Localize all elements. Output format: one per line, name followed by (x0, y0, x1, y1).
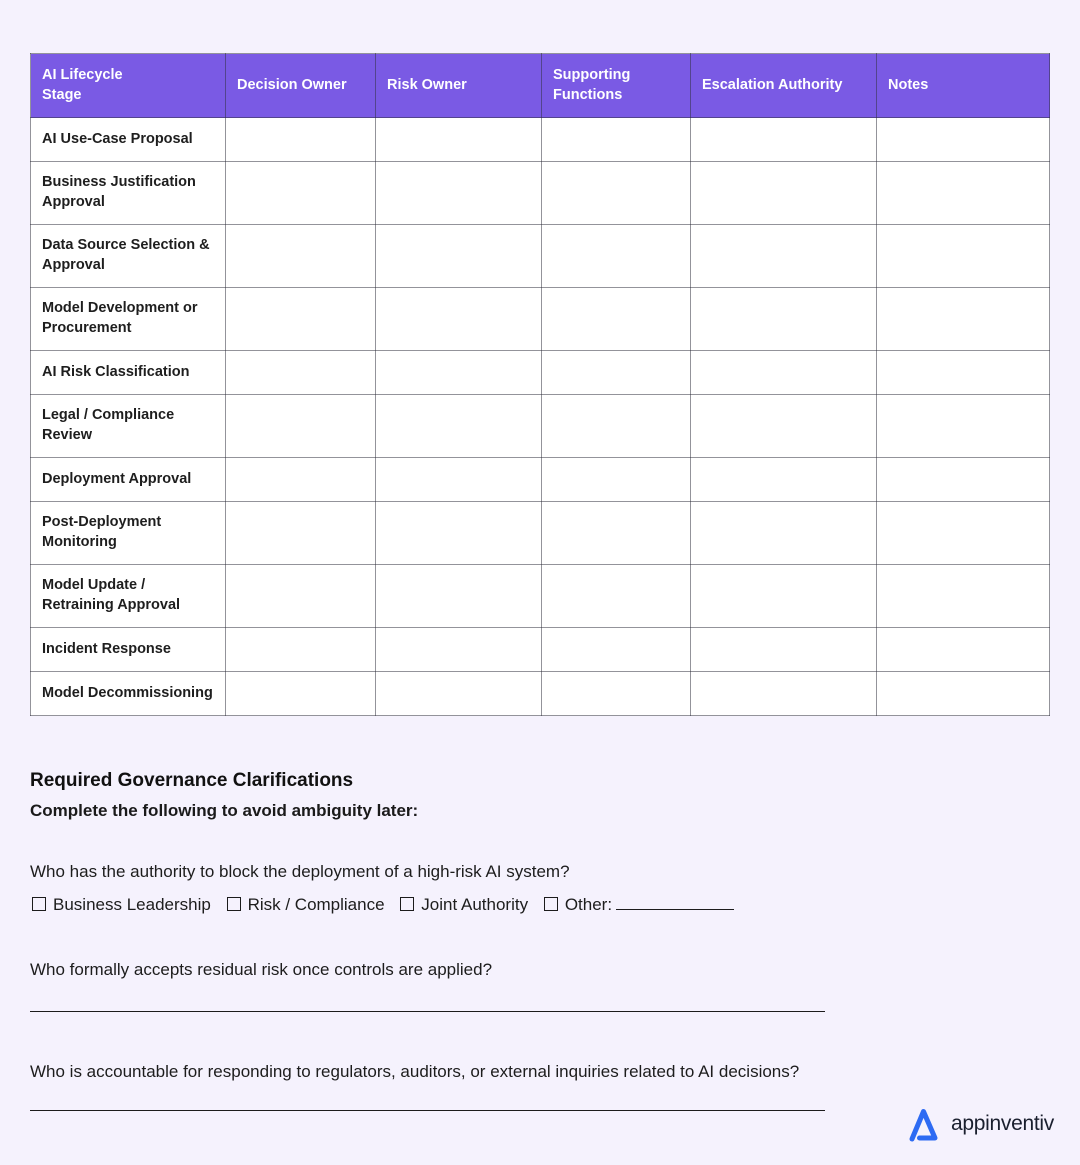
stage-label: AI Risk Classification (31, 351, 226, 395)
stage-label: Model Development or Procurement (31, 288, 226, 351)
empty-cell[interactable] (226, 225, 376, 288)
section-title: Required Governance Clarifications (30, 770, 354, 791)
empty-cell[interactable] (226, 351, 376, 395)
empty-cell[interactable] (542, 225, 691, 288)
table-row (31, 225, 1050, 288)
stage-label: AI Use-Case Proposal (31, 118, 226, 162)
empty-cell[interactable] (877, 458, 1050, 502)
empty-cell[interactable] (226, 672, 376, 716)
checkbox-icon[interactable] (400, 897, 414, 911)
table-row (31, 458, 1050, 502)
empty-cell[interactable] (877, 628, 1050, 672)
empty-cell[interactable] (542, 288, 691, 351)
clarifications-section (30, 770, 1050, 1111)
header-escalation-authority: Escalation Authority (691, 54, 877, 118)
checkbox-label: Other: (564, 895, 613, 915)
empty-cell[interactable] (376, 118, 542, 162)
empty-cell[interactable] (376, 502, 542, 565)
header-ai-lifecycle-stage: AI Lifecycle Stage (31, 54, 226, 118)
checkbox-options-row (30, 895, 1050, 915)
stage-label: Business Justification Approval (31, 162, 226, 225)
empty-cell[interactable] (691, 225, 877, 288)
question-accountability: Who is accountable for responding to regulators, auditors, or external inquiries related to AI decisions? (30, 1062, 800, 1082)
other-fill-in-line[interactable] (616, 895, 734, 910)
empty-cell[interactable] (691, 672, 877, 716)
empty-cell[interactable] (376, 628, 542, 672)
empty-cell[interactable] (226, 565, 376, 628)
empty-cell[interactable] (542, 628, 691, 672)
empty-cell[interactable] (542, 162, 691, 225)
empty-cell[interactable] (691, 502, 877, 565)
empty-cell[interactable] (877, 395, 1050, 458)
empty-cell[interactable] (542, 118, 691, 162)
empty-cell[interactable] (226, 118, 376, 162)
table-row (31, 395, 1050, 458)
checkbox-label: Risk / Compliance (247, 895, 385, 915)
empty-cell[interactable] (376, 351, 542, 395)
table-row (31, 672, 1050, 716)
table-row (31, 288, 1050, 351)
answer-fill-in-line[interactable] (30, 1110, 825, 1111)
checkbox-option-risk-compliance[interactable] (227, 895, 385, 914)
header-decision-owner: Decision Owner (226, 54, 376, 118)
empty-cell[interactable] (376, 458, 542, 502)
table-row (31, 118, 1050, 162)
empty-cell[interactable] (226, 395, 376, 458)
empty-cell[interactable] (877, 118, 1050, 162)
empty-cell[interactable] (542, 458, 691, 502)
empty-cell[interactable] (542, 502, 691, 565)
brand-footer (907, 1105, 1054, 1143)
empty-cell[interactable] (226, 288, 376, 351)
checkbox-label: Business Leadership (53, 895, 211, 915)
empty-cell[interactable] (542, 672, 691, 716)
stage-label: Model Decommissioning (31, 672, 226, 716)
question-block-authority: Who has the authority to block the deployment of a high-risk AI system? (30, 862, 570, 881)
empty-cell[interactable] (542, 565, 691, 628)
empty-cell[interactable] (376, 565, 542, 628)
table-row (31, 162, 1050, 225)
brand-logo-text: appinventiv (951, 1112, 1054, 1135)
table-row (31, 565, 1050, 628)
header-supporting-functions: Supporting Functions (542, 54, 691, 118)
empty-cell[interactable] (691, 351, 877, 395)
lifecycle-raci-table (30, 53, 1050, 716)
empty-cell[interactable] (226, 458, 376, 502)
question-residual-risk: Who formally accepts residual risk once controls are applied? (30, 960, 493, 980)
empty-cell[interactable] (877, 565, 1050, 628)
empty-cell[interactable] (376, 395, 542, 458)
checkbox-label: Joint Authority (421, 895, 529, 915)
empty-cell[interactable] (691, 628, 877, 672)
checkbox-option-joint-authority[interactable] (400, 895, 528, 914)
checkbox-option-other[interactable] (544, 895, 734, 914)
empty-cell[interactable] (226, 628, 376, 672)
checkbox-icon[interactable] (32, 897, 46, 911)
empty-cell[interactable] (542, 351, 691, 395)
table-row (31, 628, 1050, 672)
empty-cell[interactable] (877, 672, 1050, 716)
empty-cell[interactable] (691, 162, 877, 225)
stage-label: Incident Response (31, 628, 226, 672)
empty-cell[interactable] (226, 502, 376, 565)
section-subtitle: Complete the following to avoid ambiguity later: (30, 801, 419, 820)
empty-cell[interactable] (376, 162, 542, 225)
stage-label: Post-Deployment Monitoring (31, 502, 226, 565)
checkbox-icon[interactable] (544, 897, 558, 911)
empty-cell[interactable] (691, 118, 877, 162)
empty-cell[interactable] (691, 565, 877, 628)
empty-cell[interactable] (877, 225, 1050, 288)
empty-cell[interactable] (691, 288, 877, 351)
empty-cell[interactable] (376, 288, 542, 351)
empty-cell[interactable] (691, 395, 877, 458)
stage-label: Data Source Selection & Approval (31, 225, 226, 288)
checkbox-option-business-leadership[interactable] (32, 895, 211, 914)
header-risk-owner: Risk Owner (376, 54, 542, 118)
empty-cell[interactable] (877, 162, 1050, 225)
checkbox-icon[interactable] (227, 897, 241, 911)
empty-cell[interactable] (226, 162, 376, 225)
empty-cell[interactable] (877, 351, 1050, 395)
empty-cell[interactable] (691, 458, 877, 502)
stage-label: Deployment Approval (31, 458, 226, 502)
table-header-row (31, 54, 1050, 118)
table-row (31, 502, 1050, 565)
header-notes: Notes (877, 54, 1050, 118)
table-row (31, 351, 1050, 395)
empty-cell[interactable] (877, 288, 1050, 351)
empty-cell[interactable] (542, 395, 691, 458)
stage-label: Legal / Compliance Review (31, 395, 226, 458)
empty-cell[interactable] (376, 225, 542, 288)
empty-cell[interactable] (376, 672, 542, 716)
stage-label: Model Update / Retraining Approval (31, 565, 226, 628)
answer-fill-in-line[interactable] (30, 1011, 825, 1012)
appinventiv-logo-icon (907, 1105, 945, 1143)
empty-cell[interactable] (877, 502, 1050, 565)
